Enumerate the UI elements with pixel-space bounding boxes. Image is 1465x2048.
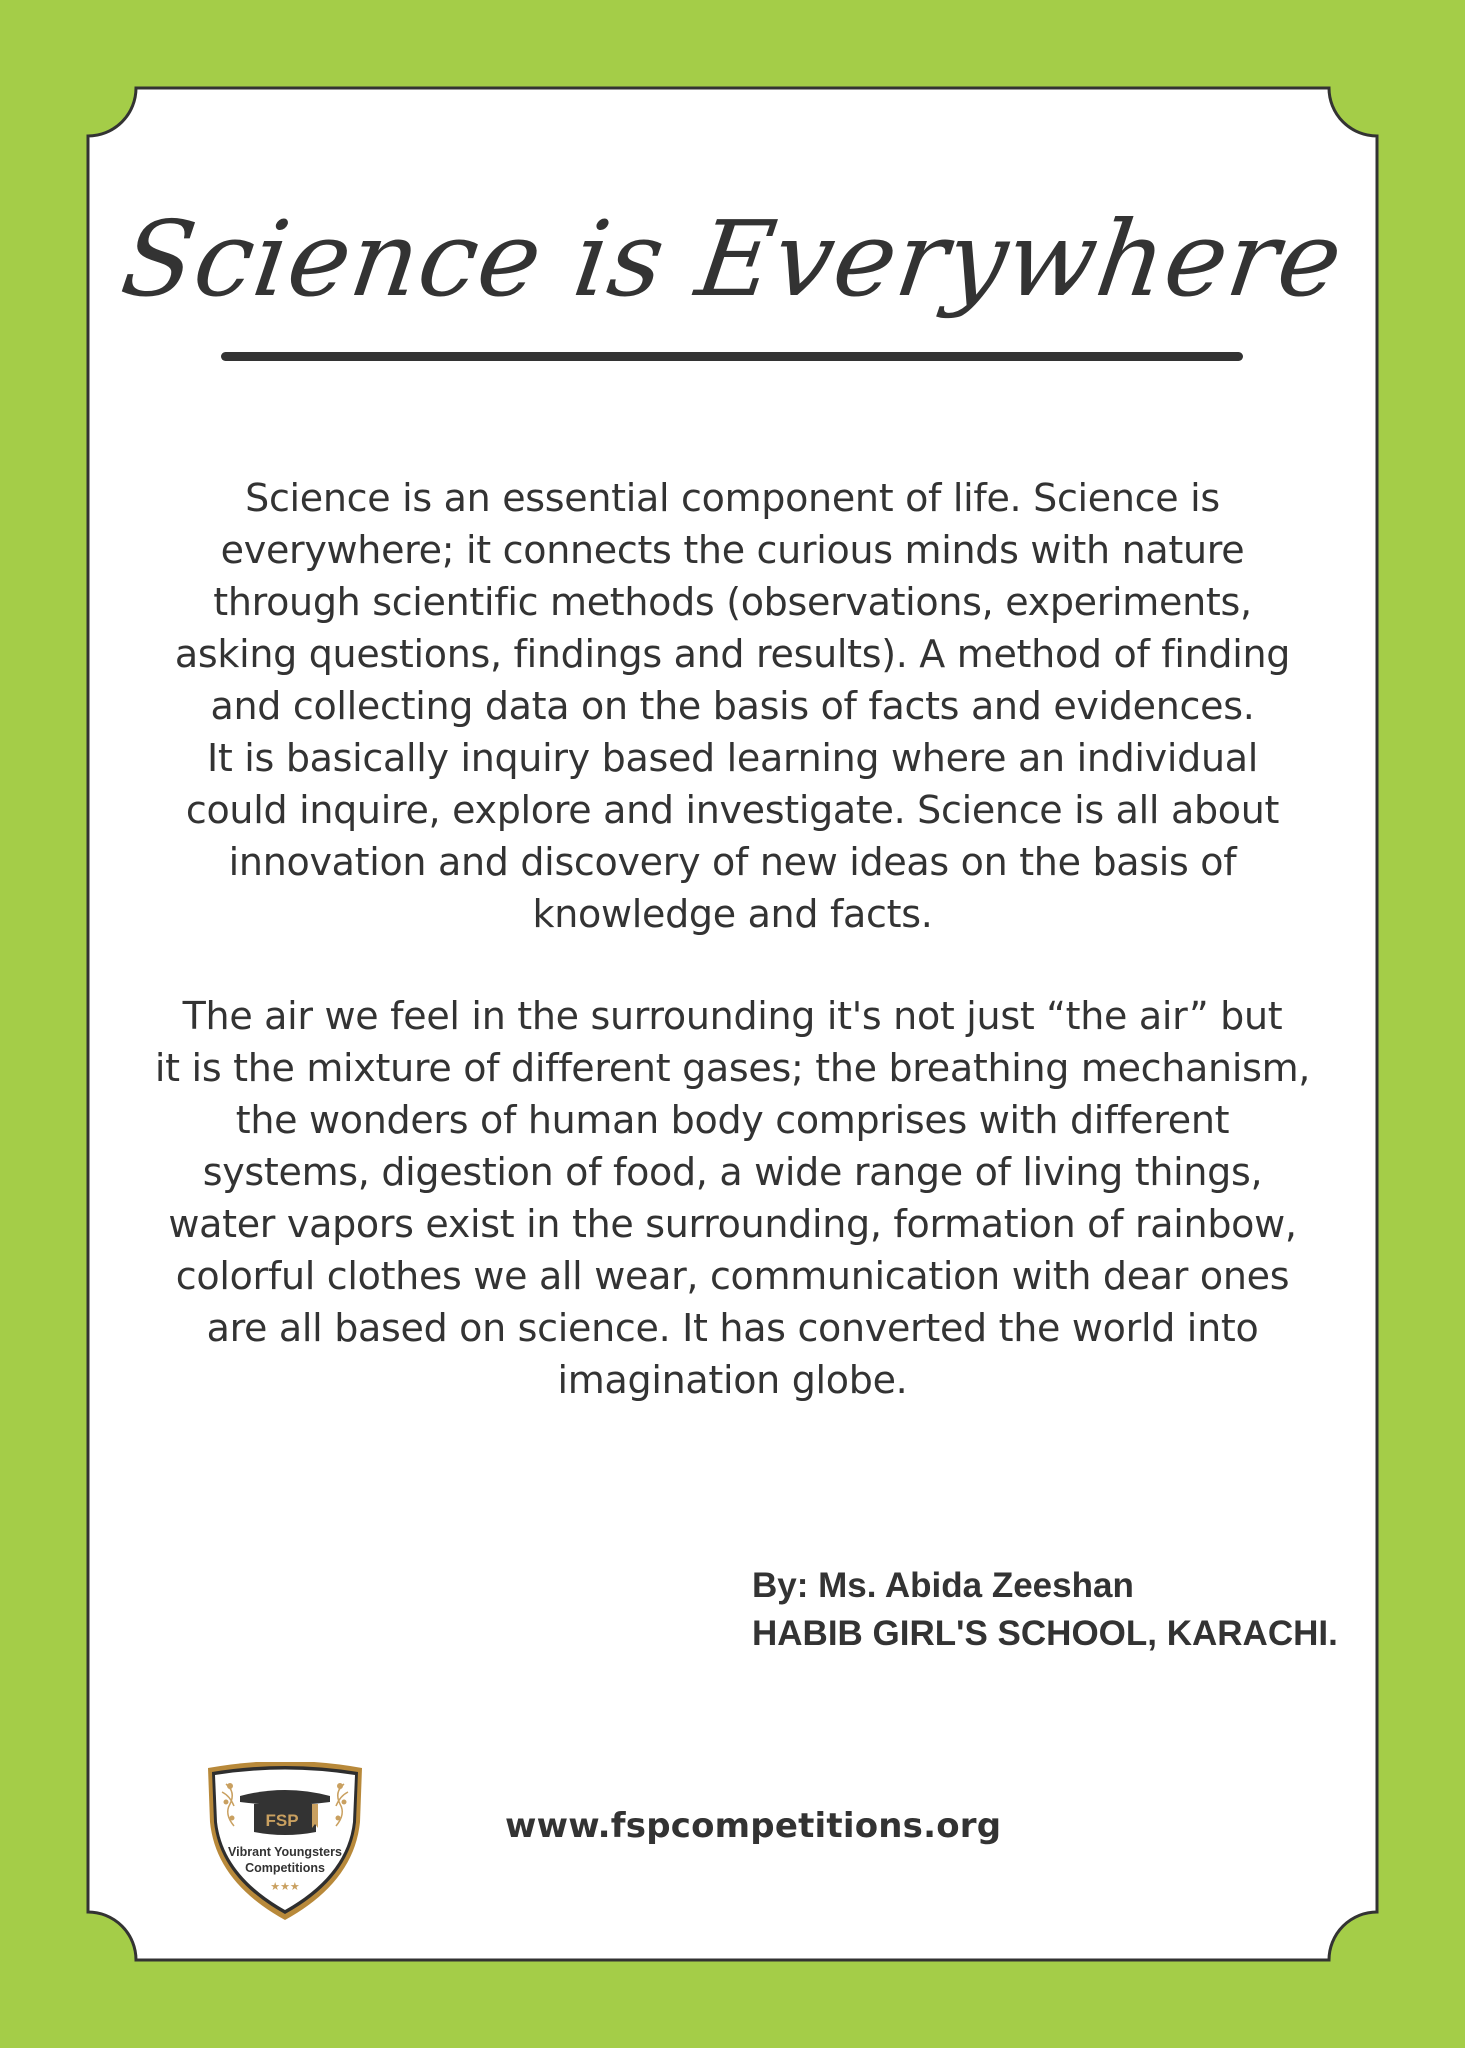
text-line: colorful clothes we all wear, communication with dear ones	[175, 1254, 1290, 1298]
text-line: systems, digestion of food, a wide range of living things,	[202, 1150, 1263, 1194]
logo-line-2: Competitions	[245, 1861, 325, 1875]
text-line: through scientific methods (observations, experiments,	[213, 580, 1252, 624]
text-line: could inquire, explore and investigate. Science is all about	[185, 788, 1280, 832]
logo-initials: FSP	[265, 1811, 299, 1830]
text-line: the wonders of human body comprises with different	[235, 1098, 1230, 1142]
poster-card	[88, 88, 1377, 1960]
text-line: asking questions, findings and results). A method of finding	[174, 632, 1291, 676]
paragraph-2	[118, 990, 1347, 1406]
text-line: It is basically inquiry based learning where an individual	[207, 736, 1258, 780]
text-line: water vapors exist in the surrounding, formation of rainbow,	[168, 1202, 1297, 1246]
page-title: Science is Everywhere	[114, 198, 1351, 320]
text-line: imagination globe.	[557, 1358, 908, 1402]
byline	[752, 1562, 1338, 1658]
paragraph-1	[118, 472, 1347, 940]
text-line: it is the mixture of different gases; the breathing mechanism,	[154, 1046, 1311, 1090]
logo-line-1: Vibrant Youngsters	[228, 1845, 342, 1859]
text-line: knowledge and facts.	[532, 892, 933, 936]
text-line: and collecting data on the basis of facts and evidences.	[210, 684, 1255, 728]
school-name: HABIB GIRL'S SCHOOL, KARACHI.	[752, 1614, 1338, 1653]
text-line: innovation and discovery of new ideas on the basis of	[228, 840, 1237, 884]
text-line: The air we feel in the surrounding it's not just “the air” but	[182, 994, 1283, 1038]
author-name: By: Ms. Abida Zeeshan	[752, 1566, 1134, 1605]
logo-stars: ★★★	[270, 1880, 300, 1893]
text-line: everywhere; it connects the curious minds with nature	[220, 528, 1245, 572]
fsp-logo-icon	[204, 1762, 366, 1922]
text-line: Science is an essential component of life. Science is	[245, 476, 1220, 520]
website-link[interactable]: www.fspcompetitions.org	[505, 1806, 1002, 1846]
text-line: are all based on science. It has converted the world into	[206, 1306, 1259, 1350]
title-underline	[221, 352, 1243, 361]
